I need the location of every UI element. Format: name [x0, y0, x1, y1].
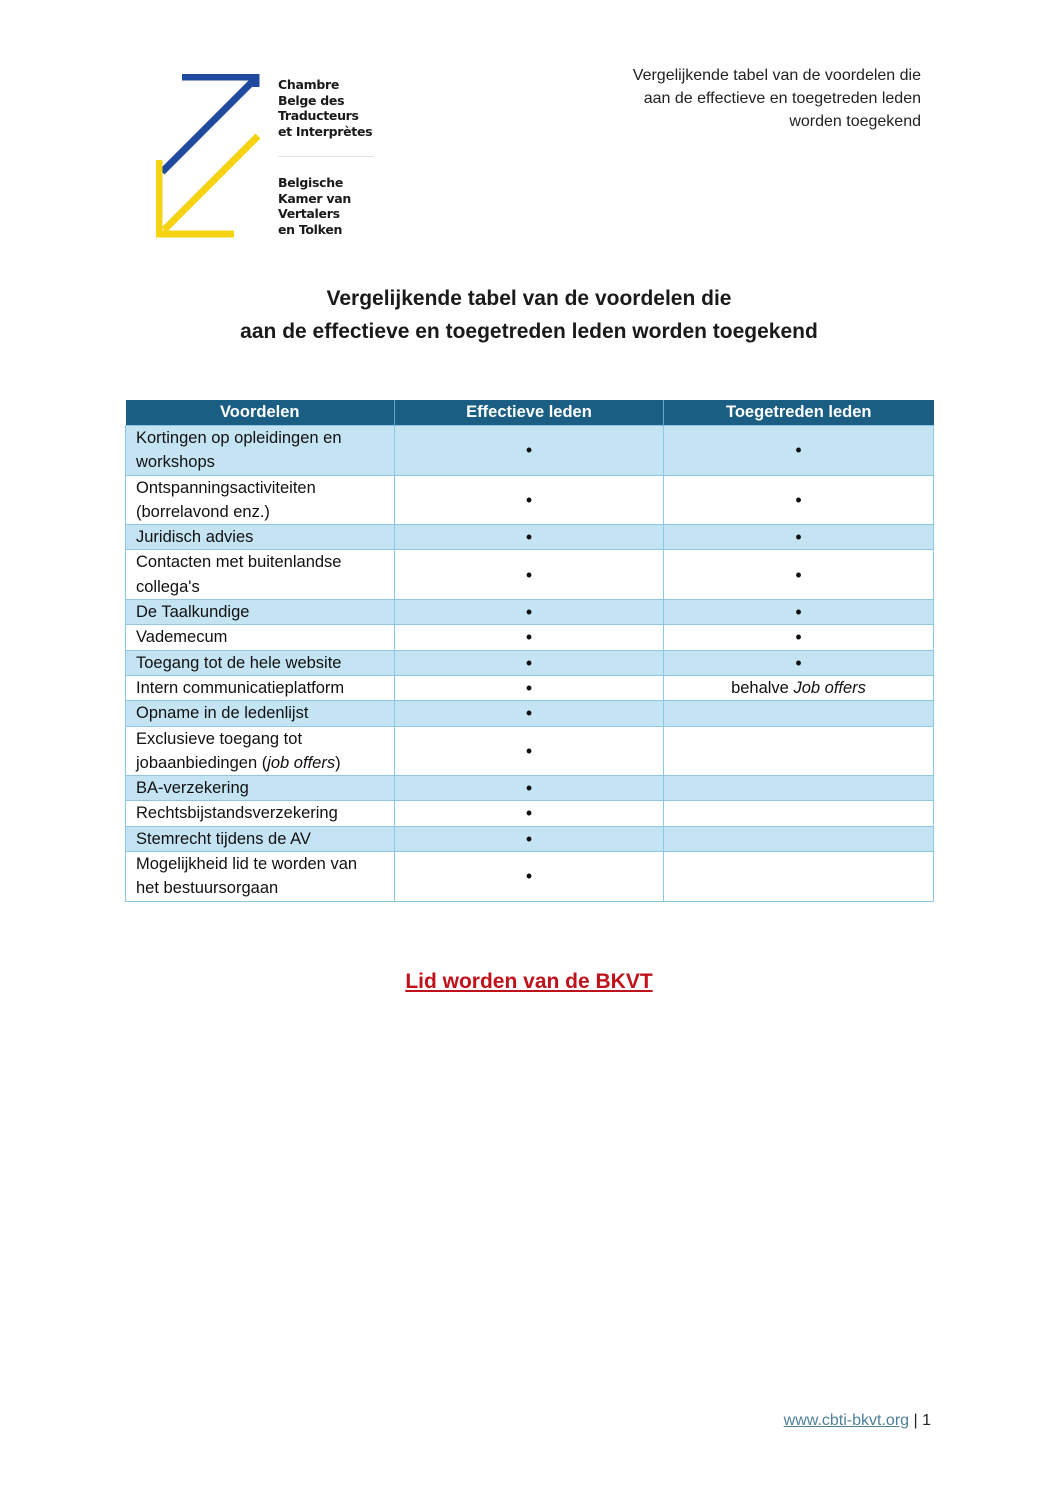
effective-bullet: •	[395, 675, 664, 700]
effective-bullet: •	[395, 550, 664, 600]
table-row	[126, 801, 934, 826]
benefit-label: Vademecum	[126, 625, 395, 650]
associate-empty-cell	[664, 826, 934, 851]
associate-empty-cell	[664, 701, 934, 726]
column-header-effective-members: Effectieve leden	[395, 400, 664, 426]
associate-empty-cell	[664, 776, 934, 801]
page-title-line: Vergelijkende tabel van de voordelen die	[326, 287, 732, 310]
page-title-line: aan de effectieve en toegetreden leden worden toegekend	[240, 320, 818, 343]
benefits-table	[125, 400, 934, 902]
benefit-label: Rechtsbijstandsverzekering	[126, 801, 395, 826]
table-row	[126, 826, 934, 851]
associate-bullet: •	[664, 650, 934, 675]
table-row	[126, 600, 934, 625]
associate-bullet: •	[664, 525, 934, 550]
logo-fr-line: et Interprètes	[278, 123, 373, 139]
logo-divider	[278, 156, 374, 157]
table-row	[126, 726, 934, 776]
table-row	[126, 650, 934, 675]
effective-bullet: •	[395, 776, 664, 801]
associate-bullet: •	[664, 426, 934, 476]
running-header-line: Vergelijkende tabel van de voordelen die	[632, 67, 921, 84]
column-header-benefits: Voordelen	[126, 400, 395, 426]
page-number: 1	[922, 1412, 931, 1429]
benefit-label: Mogelijkheid lid te worden van het bestuursorgaan	[126, 852, 395, 902]
effective-bullet: •	[395, 426, 664, 476]
running-header-line: worden toegekend	[789, 113, 921, 130]
associate-note-prefix: behalve	[731, 678, 794, 697]
logo-fr-line: Chambre	[278, 77, 340, 92]
logo-nl-line: Kamer van	[278, 190, 351, 206]
logo-text-nl	[278, 175, 351, 237]
table-row	[126, 625, 934, 650]
associate-bullet: •	[664, 475, 934, 525]
logo	[156, 74, 386, 244]
benefit-label: Juridisch advies	[126, 525, 395, 550]
benefit-label: Kortingen op opleidingen en workshops	[126, 426, 395, 476]
table-row	[126, 776, 934, 801]
benefit-label	[126, 726, 395, 776]
effective-bullet: •	[395, 701, 664, 726]
associate-empty-cell	[664, 801, 934, 826]
benefit-label: Ontspanningsactiviteiten (borrelavond enz.)	[126, 475, 395, 525]
table-row	[126, 525, 934, 550]
table-header-row	[126, 400, 934, 426]
join-bkvt-link[interactable]: Lid worden van de BKVT	[405, 970, 653, 993]
logo-fr-line: Belge des	[278, 92, 345, 108]
website-link[interactable]: www.cbti-bkvt.org	[783, 1412, 910, 1429]
benefit-label: Opname in de ledenlijst	[126, 701, 395, 726]
effective-bullet: •	[395, 826, 664, 851]
effective-bullet: •	[395, 726, 664, 776]
column-header-associate-members: Toegetreden leden	[664, 400, 934, 426]
benefit-label: Contacten met buitenlandse collega's	[126, 550, 395, 600]
logo-nl-line: Belgische	[278, 175, 344, 190]
benefit-label: BA-verzekering	[126, 776, 395, 801]
logo-arrows-icon	[156, 74, 266, 239]
logo-fr-line: Traducteurs	[278, 108, 359, 123]
footer-separator: |	[909, 1412, 923, 1429]
table-row	[126, 701, 934, 726]
effective-bullet: •	[395, 475, 664, 525]
table-row	[126, 475, 934, 525]
associate-note	[664, 675, 934, 700]
associate-bullet: •	[664, 600, 934, 625]
logo-nl-line: en Tolken	[278, 221, 343, 237]
running-header	[501, 64, 921, 133]
table-row	[126, 852, 934, 902]
page-footer	[784, 1412, 931, 1430]
running-header-line: aan de effectieve en toegetreden leden	[643, 90, 921, 107]
associate-note-emphasis: Job offers	[793, 678, 866, 697]
logo-nl-line: Vertalers	[278, 206, 340, 221]
effective-bullet: •	[395, 852, 664, 902]
effective-bullet: •	[395, 625, 664, 650]
benefit-label: Toegang tot de hele website	[126, 650, 395, 675]
benefit-label-suffix: )	[335, 753, 341, 772]
associate-bullet: •	[664, 550, 934, 600]
table-row	[126, 675, 934, 700]
effective-bullet: •	[395, 525, 664, 550]
effective-bullet: •	[395, 650, 664, 675]
associate-empty-cell	[664, 726, 934, 776]
effective-bullet: •	[395, 600, 664, 625]
logo-text-fr	[278, 77, 372, 139]
associate-bullet: •	[664, 625, 934, 650]
effective-bullet: •	[395, 801, 664, 826]
benefit-label: Stemrecht tijdens de AV	[126, 826, 395, 851]
benefit-label: Intern communicatieplatform	[126, 675, 395, 700]
page-title	[0, 282, 1058, 348]
benefit-label: De Taalkundige	[126, 600, 395, 625]
benefit-label-prefix: Exclusieve toegang tot jobaanbiedingen (	[136, 729, 303, 772]
table-row	[126, 550, 934, 600]
associate-empty-cell	[664, 852, 934, 902]
table-row	[126, 426, 934, 476]
benefit-label-emphasis: job offers	[267, 753, 336, 772]
